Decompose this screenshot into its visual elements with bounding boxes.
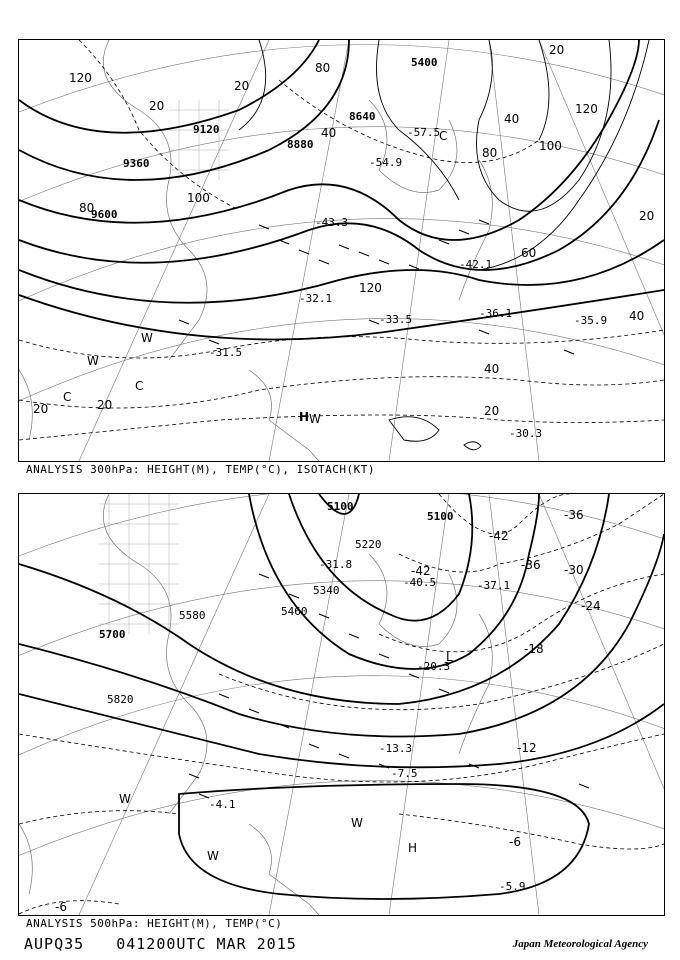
temp-label: -13.3 bbox=[379, 742, 413, 755]
isotherm-label: -36 bbox=[521, 558, 541, 572]
chart-identifier bbox=[24, 935, 319, 953]
cold-center: C bbox=[63, 390, 72, 404]
height-label: 5220 bbox=[355, 538, 382, 551]
temp-label: -7.5 bbox=[391, 767, 418, 780]
isotach-label: 120 bbox=[575, 102, 598, 116]
panel-caption-300hpa: ANALYSIS 300hPa: HEIGHT(M), TEMP(°C), ISOTACH(KT) bbox=[26, 463, 376, 476]
valid-time: 041200UTC MAR 2015 bbox=[116, 935, 297, 953]
temp-label: -36.1 bbox=[479, 307, 513, 320]
height-label: 8640 bbox=[349, 110, 376, 123]
cold-center: C bbox=[135, 379, 144, 393]
temp-label: -5.9 bbox=[499, 880, 526, 893]
isotach-label: 20 bbox=[234, 79, 250, 93]
temp-label: -30.3 bbox=[509, 427, 543, 440]
warm-center: W bbox=[309, 412, 321, 426]
isotach-label: 40 bbox=[321, 126, 337, 140]
temp-label: -57.5 bbox=[407, 126, 441, 139]
isotherm-label: -6 bbox=[55, 900, 67, 914]
warm-center: W bbox=[351, 816, 363, 830]
isotach-label: 40 bbox=[629, 309, 645, 323]
map-300hpa bbox=[19, 40, 664, 461]
isotach-label: 20 bbox=[149, 99, 165, 113]
isotach-label: 80 bbox=[482, 146, 498, 160]
height-label: 5460 bbox=[281, 605, 308, 618]
chart-code: AUPQ35 bbox=[24, 935, 85, 953]
isotherm-label: -30 bbox=[564, 563, 584, 577]
isotherm-label: -18 bbox=[524, 642, 544, 656]
isotherm-label: -12 bbox=[517, 741, 537, 755]
graticule bbox=[19, 40, 664, 461]
isotherm-label: -42 bbox=[411, 564, 431, 578]
height-label: 5100 bbox=[327, 500, 354, 513]
temp-label: -42.1 bbox=[459, 258, 493, 271]
isotach-label: 80 bbox=[79, 201, 95, 215]
temp-label: -4.1 bbox=[209, 798, 236, 811]
map-panel-500hpa bbox=[18, 493, 665, 916]
temp-label: -32.1 bbox=[299, 292, 333, 305]
isotherm-label: -36 bbox=[564, 508, 584, 522]
panel-caption-500hpa: ANALYSIS 500hPa: HEIGHT(M), TEMP(°C) bbox=[26, 917, 283, 930]
high-pressure-center: H bbox=[299, 410, 310, 424]
height-label: 9600 bbox=[91, 208, 118, 221]
isotach-label: 100 bbox=[187, 191, 210, 205]
isotach-label: 20 bbox=[97, 398, 113, 412]
height-label: 9120 bbox=[193, 123, 220, 136]
coastline bbox=[19, 494, 492, 915]
warm-center: W bbox=[119, 792, 131, 806]
isotherm-label: -24 bbox=[581, 599, 601, 613]
temp-label: -37.1 bbox=[477, 579, 511, 592]
height-label: 5580 bbox=[179, 609, 206, 622]
map-500hpa bbox=[19, 494, 664, 915]
isotach-label: 40 bbox=[484, 362, 500, 376]
temp-label: -43.3 bbox=[315, 216, 349, 229]
isotach-label: 20 bbox=[33, 402, 49, 416]
isotach-label: 20 bbox=[484, 404, 500, 418]
isotach-label: 120 bbox=[69, 71, 92, 85]
height-label: 5820 bbox=[107, 693, 134, 706]
isotach-label: 20 bbox=[549, 43, 565, 57]
height-label: 5400 bbox=[411, 56, 438, 69]
temp-label: -20.3 bbox=[417, 660, 451, 673]
isotach-label: 80 bbox=[315, 61, 331, 75]
isotherm-label: -42 bbox=[489, 529, 509, 543]
height-label: 9360 bbox=[123, 157, 150, 170]
isotach-label: 120 bbox=[359, 281, 382, 295]
temp-label: -31.5 bbox=[209, 346, 243, 359]
temp-label: -40.5 bbox=[403, 576, 437, 589]
cold-center: C bbox=[439, 129, 448, 143]
height-label: 5700 bbox=[99, 628, 126, 641]
isotach-label: 40 bbox=[504, 112, 520, 126]
temp-label: -54.9 bbox=[369, 156, 403, 169]
warm-center: W bbox=[207, 849, 219, 863]
isotherm-label: -6 bbox=[509, 835, 521, 849]
temp-label: -33.5 bbox=[379, 313, 413, 326]
isotach-label: 60 bbox=[521, 246, 537, 260]
low-pressure-center: L bbox=[446, 650, 453, 664]
isotach-label: 100 bbox=[539, 139, 562, 153]
high-pressure-center: H bbox=[408, 841, 418, 855]
height-label: 5340 bbox=[313, 584, 340, 597]
warm-center: W bbox=[87, 354, 99, 368]
agency-name: Japan Meteorological Agency bbox=[512, 938, 648, 950]
wind-barbs bbox=[189, 574, 589, 798]
temp-label: -35.9 bbox=[574, 314, 608, 327]
isotach-label: 20 bbox=[639, 209, 655, 223]
height-label: 5100 bbox=[427, 510, 454, 523]
map-panel-300hpa bbox=[18, 39, 665, 462]
height-label: 8880 bbox=[287, 138, 314, 151]
temp-label: -31.8 bbox=[319, 558, 353, 571]
warm-center: W bbox=[141, 331, 153, 345]
